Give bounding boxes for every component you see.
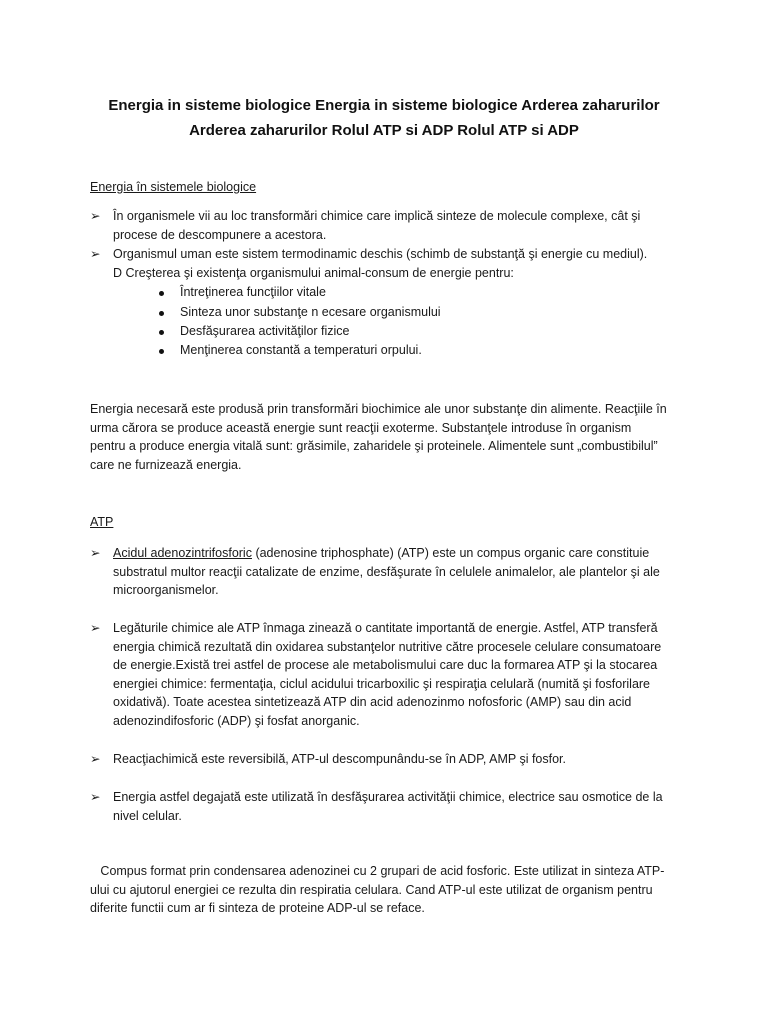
list-item: Energia astfel degajată este utilizată în desfăşurarea activităţii chimice, electrice sau osmotice de la nivel celular.: [113, 790, 663, 823]
bullet-dot-icon: [159, 330, 164, 335]
arrow-bullet-icon: ➢: [90, 752, 101, 766]
bullet-item: Desfăşurarea activităţilor fizice: [180, 324, 350, 338]
list-item: Legăturile chimice ale ATP înmaga zinează o cantitate importantă de energie. Astfel, ATP transferă energia chimică rezultată din oxidarea substanţelor nutritive către procesele celulare consumatoare de energie.Există trei astfel de procese ale metabolismului care duc la formarea ATP şi la stocarea energiei chimice: fermentaţia, ciclul acidului tricarboxilic şi respiraţia celulară (numită şi fosforilare oxidativă). Toate acestea sintetizează ATP din acid adenozinmo nofosforic (AMP) sau din acid adenozindifosforic (ADP) şi fosfat anorganic.: [113, 621, 662, 728]
title-line-2: Arderea zaharurilor Rolul ATP si ADP Rolul ATP si ADP: [189, 122, 579, 139]
bullet-dot-icon: [159, 311, 164, 316]
arrow-bullet-icon: ➢: [90, 209, 101, 223]
bullet-item: Întreţinerea funcţiilor vitale: [180, 285, 326, 299]
bullet-dot-icon: [159, 349, 164, 354]
list-item: Reacţiachimică este reversibilă, ATP-ul descompunându-se în ADP, AMP şi fosfor.: [113, 752, 566, 766]
list-item: Acidul adenozintrifosforic (adenosine triphosphate) (ATP) este un compus organic care constituie substratul multor reacţii catalizate de enzime, desfăşurate în celulele animalelor, ale plantelor şi ale microorganismelor.: [113, 546, 660, 597]
title-line-1: Energia in sisteme biologice Energia in sisteme biologice Arderea zaharurilor: [108, 97, 660, 114]
arrow-bullet-icon: ➢: [90, 790, 101, 804]
arrow-bullet-icon: ➢: [90, 546, 101, 560]
list-item: În organismele vii au loc transformări chimice care implică sinteze de molecule complexe, cât şi procese de descompunere a acestora.: [113, 209, 641, 242]
term-underlined: Acidul adenozintrifosforic: [113, 546, 252, 560]
section-heading-atp: ATP: [90, 515, 114, 529]
section-heading-energy: Energia în sistemele biologice: [90, 180, 257, 194]
bullet-dot-icon: [159, 291, 164, 296]
bullet-item: Sinteza unor substanţe n ecesare organismului: [180, 305, 441, 319]
list-item: Organismul uman este sistem termodinamic deschis (schimb de substanţă şi energie cu mediul). D Creşterea şi existenţa organismului animal-consum de energie pentru:: [113, 247, 648, 280]
body-paragraph: Compus format prin condensarea adenozinei cu 2 grupari de acid fosforic. Este utilizat in sinteza ATP- ului cu ajutorul energiei ce rezulta din respiratia celulara. Cand ATP-ul este utilizat de organism pentru diferite functii cum ar fi sinteza de proteine ADP-ul se reface.: [90, 864, 665, 915]
body-paragraph: Energia necesară este produsă prin transformări biochimice ale unor substanţe din alimente. Reacţiile în urma cărora se produce această energie sunt reacţii exoterme. Substanţele introduse în organism pentru a produce energia vitală sunt: grăsimile, zaharidele şi proteinele. Alimentele sunt „combustibilul” care ne furnizează energia.: [90, 402, 667, 472]
arrow-bullet-icon: ➢: [90, 621, 101, 635]
document-title: [60, 93, 708, 143]
bullet-item: Menţinerea constantă a temperaturi orpului.: [180, 343, 422, 357]
arrow-bullet-icon: ➢: [90, 247, 101, 261]
